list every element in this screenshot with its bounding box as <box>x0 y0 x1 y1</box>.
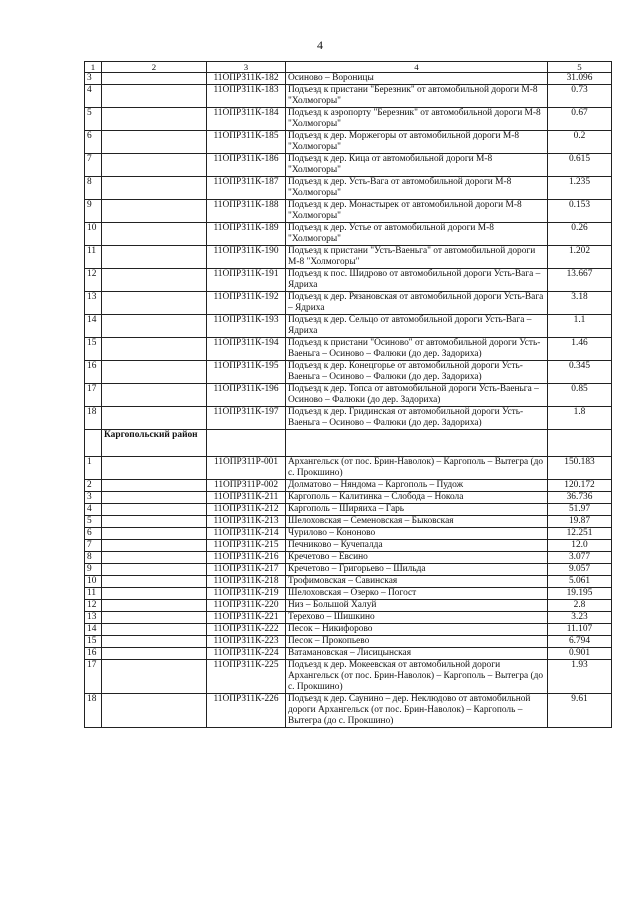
header-cell-3: 3 <box>207 62 286 73</box>
road-name: Подъезд к аэропорту "Березник" от автомобильной дороги М-8 "Холмогоры" <box>286 108 548 131</box>
table-row <box>85 600 612 612</box>
row-number: 14 <box>85 315 102 338</box>
road-length: 150.183 <box>548 457 612 480</box>
table-row <box>85 384 612 407</box>
empty-cell <box>102 660 207 694</box>
road-name: Трофимовская – Савинская <box>286 576 548 588</box>
road-name: Кречетово – Григорьево – Шильда <box>286 564 548 576</box>
road-name: Подъезд к дер. Мокеевская от автомобильной дороги Архангельск (от пос. Брин-Наволок) – Каргополь – Вытегра (до с. Прокшино) <box>286 660 548 694</box>
table-row <box>85 315 612 338</box>
row-number: 5 <box>85 108 102 131</box>
road-length: 2.8 <box>548 600 612 612</box>
road-length: 0.67 <box>548 108 612 131</box>
table-row <box>85 73 612 85</box>
row-number: 8 <box>85 177 102 200</box>
road-name: Каргополь – Калитинка – Слобода – Нокола <box>286 492 548 504</box>
road-code: 11ОПРЗ11К-197 <box>207 407 286 430</box>
road-code: 11ОПРЗ11К-216 <box>207 552 286 564</box>
road-length: 0.153 <box>548 200 612 223</box>
road-name: Ватамановская – Лисицынская <box>286 648 548 660</box>
road-code: 11ОПРЗ11К-226 <box>207 694 286 728</box>
row-number: 13 <box>85 612 102 624</box>
road-code: 11ОПРЗ11К-193 <box>207 315 286 338</box>
road-name: Подъезд к дер. Топса от автомобильной дороги Усть-Ваеньга – Осиново – Фалюки (до дер. Задориха) <box>286 384 548 407</box>
road-code: 11ОПРЗ11К-188 <box>207 200 286 223</box>
empty-cell <box>102 223 207 246</box>
road-code: 11ОПРЗ11К-223 <box>207 636 286 648</box>
empty-cell <box>102 131 207 154</box>
road-length: 0.73 <box>548 85 612 108</box>
table-row <box>85 612 612 624</box>
road-code: 11ОПРЗ11К-183 <box>207 85 286 108</box>
road-name: Подъезд к пос. Шидрово от автомобильной дороги Усть-Вага – Ядриха <box>286 269 548 292</box>
road-length: 0.2 <box>548 131 612 154</box>
table-row <box>85 361 612 384</box>
road-length: 19.87 <box>548 516 612 528</box>
road-length: 3.18 <box>548 292 612 315</box>
road-code: 11ОПРЗ11К-217 <box>207 564 286 576</box>
road-code: 11ОПРЗ11К-186 <box>207 154 286 177</box>
road-code: 11ОПРЗ11К-220 <box>207 600 286 612</box>
empty-cell <box>102 624 207 636</box>
road-name: Подъезд к дер. Рязановская от автомобильной дороги Усть-Вага – Ядриха <box>286 292 548 315</box>
row-number: 11 <box>85 588 102 600</box>
empty-cell <box>102 694 207 728</box>
row-number: 3 <box>85 73 102 85</box>
road-name: Осиново – Вороницы <box>286 73 548 85</box>
road-code: 11ОПРЗ11К-215 <box>207 540 286 552</box>
table-row <box>85 131 612 154</box>
road-code: 11ОПРЗ11К-192 <box>207 292 286 315</box>
row-number: 17 <box>85 660 102 694</box>
road-code: 11ОПРЗ11К-196 <box>207 384 286 407</box>
road-code: 11ОПРЗ11К-214 <box>207 528 286 540</box>
road-code: 11ОПРЗ11Р-002 <box>207 480 286 492</box>
table-row <box>85 540 612 552</box>
road-name: Подъезд к пристани "Усть-Ваеньга" от автомобильной дороги М-8 "Холмогоры" <box>286 246 548 269</box>
table-row <box>85 552 612 564</box>
road-name: Печниково – Кучепалда <box>286 540 548 552</box>
road-length: 12.0 <box>548 540 612 552</box>
road-length: 51.97 <box>548 504 612 516</box>
roads-table-body <box>85 62 612 728</box>
road-length: 0.26 <box>548 223 612 246</box>
empty-cell <box>207 430 286 457</box>
row-number: 13 <box>85 292 102 315</box>
row-number: 10 <box>85 576 102 588</box>
table-row <box>85 154 612 177</box>
road-length: 1.46 <box>548 338 612 361</box>
row-number: 12 <box>85 600 102 612</box>
empty-cell <box>102 552 207 564</box>
table-row <box>85 223 612 246</box>
road-code: 11ОПРЗ11К-195 <box>207 361 286 384</box>
row-number: 10 <box>85 223 102 246</box>
road-code: 11ОПРЗ11К-187 <box>207 177 286 200</box>
road-name: Шелоховская – Семеновская – Быковская <box>286 516 548 528</box>
road-name: Подъезд к дер. Усть-Вага от автомобильной дороги М-8 "Холмогоры" <box>286 177 548 200</box>
table-row <box>85 694 612 728</box>
road-code: 11ОПРЗ11К-194 <box>207 338 286 361</box>
road-length: 1.1 <box>548 315 612 338</box>
row-number: 8 <box>85 552 102 564</box>
row-number: 11 <box>85 246 102 269</box>
table-row <box>85 588 612 600</box>
row-number: 9 <box>85 564 102 576</box>
road-length: 0.345 <box>548 361 612 384</box>
empty-cell <box>102 564 207 576</box>
empty-cell <box>102 315 207 338</box>
road-code: 11ОПРЗ11К-190 <box>207 246 286 269</box>
row-number: 12 <box>85 269 102 292</box>
district-name: Каргопольский район <box>102 430 207 457</box>
empty-cell <box>102 85 207 108</box>
table-row <box>85 516 612 528</box>
row-number: 4 <box>85 504 102 516</box>
header-cell-4: 4 <box>286 62 548 73</box>
page-number: 4 <box>317 38 323 52</box>
road-name: Кречетово – Евсино <box>286 552 548 564</box>
table-row <box>85 177 612 200</box>
road-code: 11ОПРЗ11К-222 <box>207 624 286 636</box>
empty-cell <box>102 384 207 407</box>
empty-cell <box>102 269 207 292</box>
empty-cell <box>102 528 207 540</box>
empty-cell <box>102 154 207 177</box>
empty-cell <box>102 361 207 384</box>
table-row <box>85 457 612 480</box>
road-name: Подъезд к дер. Саунино – дер. Неклюдово от автомобильной дороги Архангельск (от пос. Брин-Наволок) – Каргополь – Вытегра (до с. Прокшино) <box>286 694 548 728</box>
road-length: 31.096 <box>548 73 612 85</box>
road-code: 11ОПРЗ11К-221 <box>207 612 286 624</box>
road-name: Подъезд к дер. Гридинская от автомобильной дороги Усть-Ваеньга – Осиново – Фалюки (до дер. Задориха) <box>286 407 548 430</box>
road-code: 11ОПРЗ11Р-001 <box>207 457 286 480</box>
table-row <box>85 108 612 131</box>
row-number: 2 <box>85 480 102 492</box>
empty-cell <box>102 246 207 269</box>
empty-cell <box>102 648 207 660</box>
empty-cell <box>102 588 207 600</box>
table-row <box>85 576 612 588</box>
empty-cell <box>102 457 207 480</box>
empty-cell <box>102 73 207 85</box>
empty-cell <box>102 576 207 588</box>
road-name: Каргополь – Ширяиха – Гарь <box>286 504 548 516</box>
road-name: Подъезд к дер. Моржегоры от автомобильной дороги М-8 "Холмогоры" <box>286 131 548 154</box>
road-length: 3.23 <box>548 612 612 624</box>
table-row <box>85 480 612 492</box>
header-cell-2: 2 <box>102 62 207 73</box>
road-code: 11ОПРЗ11К-219 <box>207 588 286 600</box>
empty-cell <box>102 516 207 528</box>
row-number: 4 <box>85 85 102 108</box>
road-code: 11ОПРЗ11К-185 <box>207 131 286 154</box>
road-code: 11ОПРЗ11К-182 <box>207 73 286 85</box>
road-length: 12.251 <box>548 528 612 540</box>
road-name: Архангельск (от пос. Брин-Наволок) – Каргополь – Вытегра (до с. Прокшино) <box>286 457 548 480</box>
table-row <box>85 246 612 269</box>
road-name: Подъезд к дер. Кица от автомобильной дороги М-8 "Холмогоры" <box>286 154 548 177</box>
row-number: 17 <box>85 384 102 407</box>
road-code: 11ОПРЗ11К-212 <box>207 504 286 516</box>
road-code: 11ОПРЗ11К-211 <box>207 492 286 504</box>
road-length: 5.061 <box>548 576 612 588</box>
road-length: 36.736 <box>548 492 612 504</box>
header-cell-5: 5 <box>548 62 612 73</box>
road-name: Подъезд к дер. Устье от автомобильной дороги М-8 "Холмогоры" <box>286 223 548 246</box>
empty-cell <box>102 636 207 648</box>
road-name: Подъезд к пристани "Березник" от автомобильной дороги М-8 "Холмогоры" <box>286 85 548 108</box>
empty-cell <box>102 200 207 223</box>
table-row <box>85 407 612 430</box>
row-number: 18 <box>85 694 102 728</box>
row-number: 5 <box>85 516 102 528</box>
road-length: 1.8 <box>548 407 612 430</box>
road-length: 0.615 <box>548 154 612 177</box>
road-length: 13.667 <box>548 269 612 292</box>
empty-cell <box>102 612 207 624</box>
table-row <box>85 636 612 648</box>
table-row <box>85 564 612 576</box>
table-row <box>85 648 612 660</box>
table-row <box>85 492 612 504</box>
row-number: 7 <box>85 154 102 177</box>
road-name: Терехово – Шишкино <box>286 612 548 624</box>
row-number: 15 <box>85 338 102 361</box>
empty-cell <box>102 338 207 361</box>
table-row <box>85 269 612 292</box>
road-length: 1.202 <box>548 246 612 269</box>
road-code: 11ОПРЗ11К-225 <box>207 660 286 694</box>
road-code: 11ОПРЗ11К-224 <box>207 648 286 660</box>
road-name: Долматово – Няндома – Каргополь – Пудож <box>286 480 548 492</box>
table-row <box>85 504 612 516</box>
row-number: 16 <box>85 361 102 384</box>
empty-cell <box>286 430 548 457</box>
row-number: 6 <box>85 131 102 154</box>
road-length: 11.107 <box>548 624 612 636</box>
empty-cell <box>102 504 207 516</box>
roads-table <box>84 61 612 728</box>
header-cell-1: 1 <box>85 62 102 73</box>
road-name: Песок – Прокопьево <box>286 636 548 648</box>
empty-cell <box>102 600 207 612</box>
road-code: 11ОПРЗ11К-218 <box>207 576 286 588</box>
row-number: 3 <box>85 492 102 504</box>
road-code: 11ОПРЗ11К-191 <box>207 269 286 292</box>
empty-cell <box>102 480 207 492</box>
road-length: 19.195 <box>548 588 612 600</box>
row-number: 9 <box>85 200 102 223</box>
row-number: 1 <box>85 457 102 480</box>
empty-cell <box>85 430 102 457</box>
road-length: 9.057 <box>548 564 612 576</box>
road-name: Подъезд к дер. Конецгорье от автомобильной дороги Усть-Ваеньга – Осиново – Фалюки (до дер. Задориха) <box>286 361 548 384</box>
table-row <box>85 528 612 540</box>
row-number: 18 <box>85 407 102 430</box>
road-length: 0.85 <box>548 384 612 407</box>
table-row <box>85 624 612 636</box>
row-number: 14 <box>85 624 102 636</box>
road-length: 0.901 <box>548 648 612 660</box>
empty-cell <box>548 430 612 457</box>
table-row <box>85 338 612 361</box>
road-length: 6.794 <box>548 636 612 648</box>
table-row <box>85 85 612 108</box>
road-name: Подъезд к дер. Сельцо от автомобильной дороги Усть-Вага – Ядриха <box>286 315 548 338</box>
road-name: Шелоховская – Озерко – Погост <box>286 588 548 600</box>
road-length: 120.172 <box>548 480 612 492</box>
empty-cell <box>102 292 207 315</box>
table-header-row <box>85 62 612 73</box>
empty-cell <box>102 540 207 552</box>
empty-cell <box>102 177 207 200</box>
table-row <box>85 660 612 694</box>
row-number: 15 <box>85 636 102 648</box>
road-code: 11ОПРЗ11К-189 <box>207 223 286 246</box>
road-name: Песок – Никифорово <box>286 624 548 636</box>
district-section-row <box>85 430 612 457</box>
road-name: Подъезд к пристани "Осиново" от автомобильной дороги Усть-Ваеньга – Осиново – Фалюки (до дер. Задориха) <box>286 338 548 361</box>
road-name: Подъезд к дер. Монастырек от автомобильной дороги М-8 "Холмогоры" <box>286 200 548 223</box>
road-name: Чурилово – Кононово <box>286 528 548 540</box>
row-number: 7 <box>85 540 102 552</box>
road-length: 1.235 <box>548 177 612 200</box>
row-number: 6 <box>85 528 102 540</box>
road-length: 3.077 <box>548 552 612 564</box>
road-code: 11ОПРЗ11К-213 <box>207 516 286 528</box>
table-row <box>85 200 612 223</box>
empty-cell <box>102 108 207 131</box>
empty-cell <box>102 492 207 504</box>
empty-cell <box>102 407 207 430</box>
road-length: 9.61 <box>548 694 612 728</box>
road-length: 1.93 <box>548 660 612 694</box>
road-name: Низ – Большой Халуй <box>286 600 548 612</box>
road-code: 11ОПРЗ11К-184 <box>207 108 286 131</box>
table-row <box>85 292 612 315</box>
row-number: 16 <box>85 648 102 660</box>
